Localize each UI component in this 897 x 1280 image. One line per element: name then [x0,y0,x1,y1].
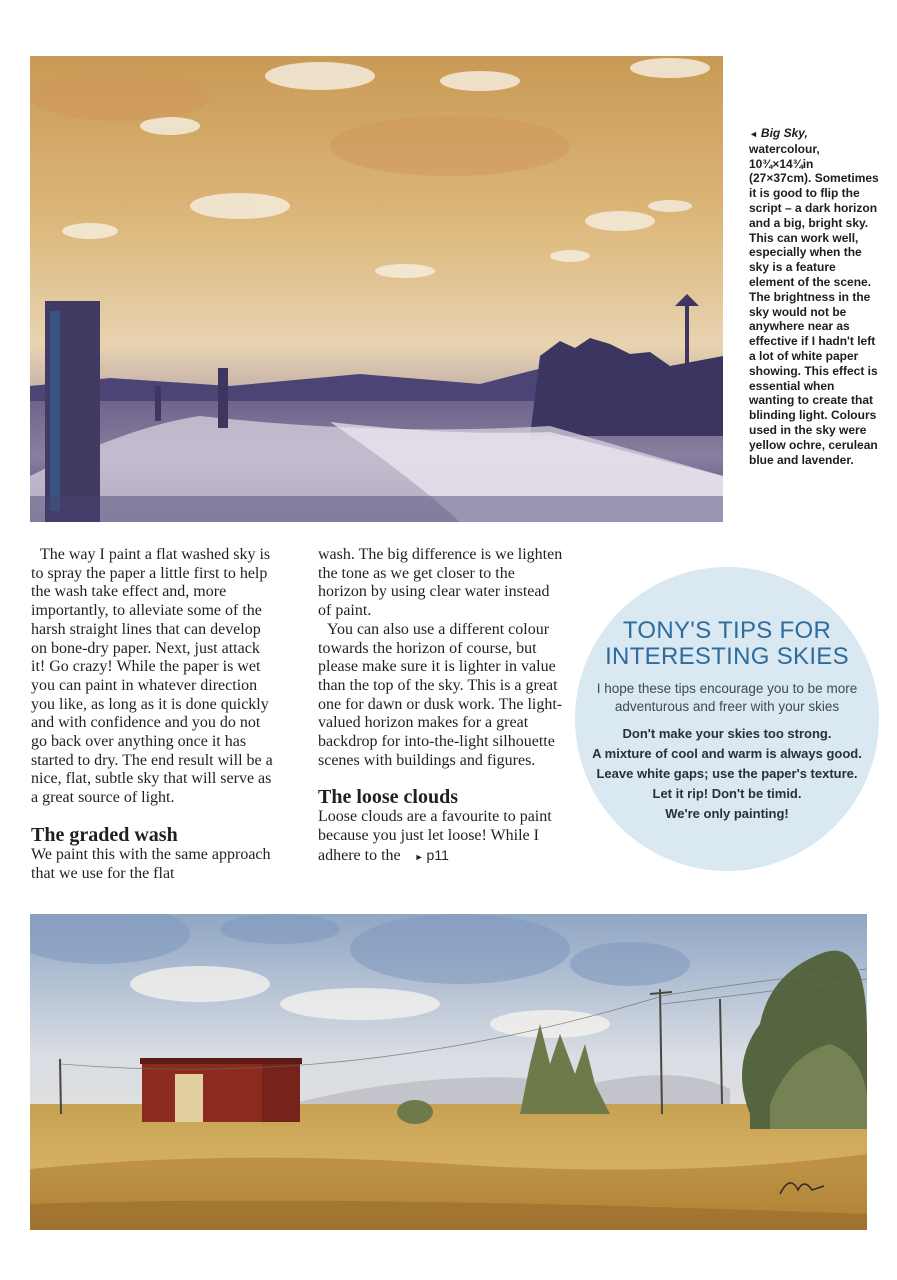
big-sky-watercolour [30,56,723,522]
caption-title: Big Sky, [760,126,808,140]
tip-item: A mixture of cool and warm is always good. [592,746,862,761]
tips-title: TONY'S TIPS FOR INTERESTING SKIES [605,617,849,670]
big-sky-painting [30,56,723,522]
continue-arrow-icon: ► [414,851,424,862]
tip-item: We're only painting! [665,806,789,821]
painting-caption [749,126,879,467]
tips-box [575,618,879,824]
loose-clouds-text: Loose clouds are a favourite to paint because you just let loose! While I adhere to the [318,808,552,864]
loose-clouds-paragraph [318,808,564,866]
flat-wash-paragraph: The way I paint a flat washed sky is to spray the paper a little first to help the wash take effect and, more importantly, to alleviate some of the harsh straight lines that can develop on bone-dry paper. Next, just attack it! Go crazy! While the paper is wet you can paint in whatever direction you like, as long as it is done quickly and with confidence and you do not go back over anything once it has started to dry. The end result will be a nice, flat, subtle sky that will serve as a great source of light. [31,546,273,807]
continued-link[interactable] [415,847,449,863]
red-shed-watercolour [30,914,867,1230]
graded-wash-continued: wash. The big difference is we lighten the tone as we get closer to the horizon by using clear water instead of paint. [318,546,563,620]
red-shed-painting [30,914,867,1230]
caption-arrow: ◄ [749,129,758,139]
article-column-middle [318,546,564,867]
continued-page: p11 [426,846,449,863]
graded-wash-paragraph: We paint this with the same approach that we use for the flat [31,845,271,882]
caption-text: watercolour, 10¾×14¾in (27×37cm). Sometimes it is good to flip the script – a dark horizon and a big, bright sky. This can work well, especially when the sky is a feature element of the scene. The brightness in the sky would not be anywhere near as effective if I hadn't left a lot of white paper showing. This effect is essential when wanting to create that blinding light. Colours used in the sky were yellow ochre, cerulean blue and lavender. [749,141,879,467]
tips-intro: I hope these tips encourage you to be more adventurous and freer with your skies [596,681,858,714]
tips-list [575,724,879,824]
tip-item: Let it rip! Don't be timid. [652,786,802,801]
article-column-left [31,546,277,883]
tip-item: Don't make your skies too strong. [622,726,832,741]
graded-wash-heading: The graded wash [31,823,178,846]
tip-item: Leave white gaps; use the paper's texture. [596,766,858,781]
loose-clouds-heading: The loose clouds [318,786,459,809]
horizon-colour-paragraph: You can also use a different colour towards the horizon of course, but please make sure it is lighter in value than the top of the sky. This is a great one for dawn or dusk work. The light-valued horizon makes for a great backdrop for into-the-light silhouette scenes with buildings and figures. [318,620,563,769]
